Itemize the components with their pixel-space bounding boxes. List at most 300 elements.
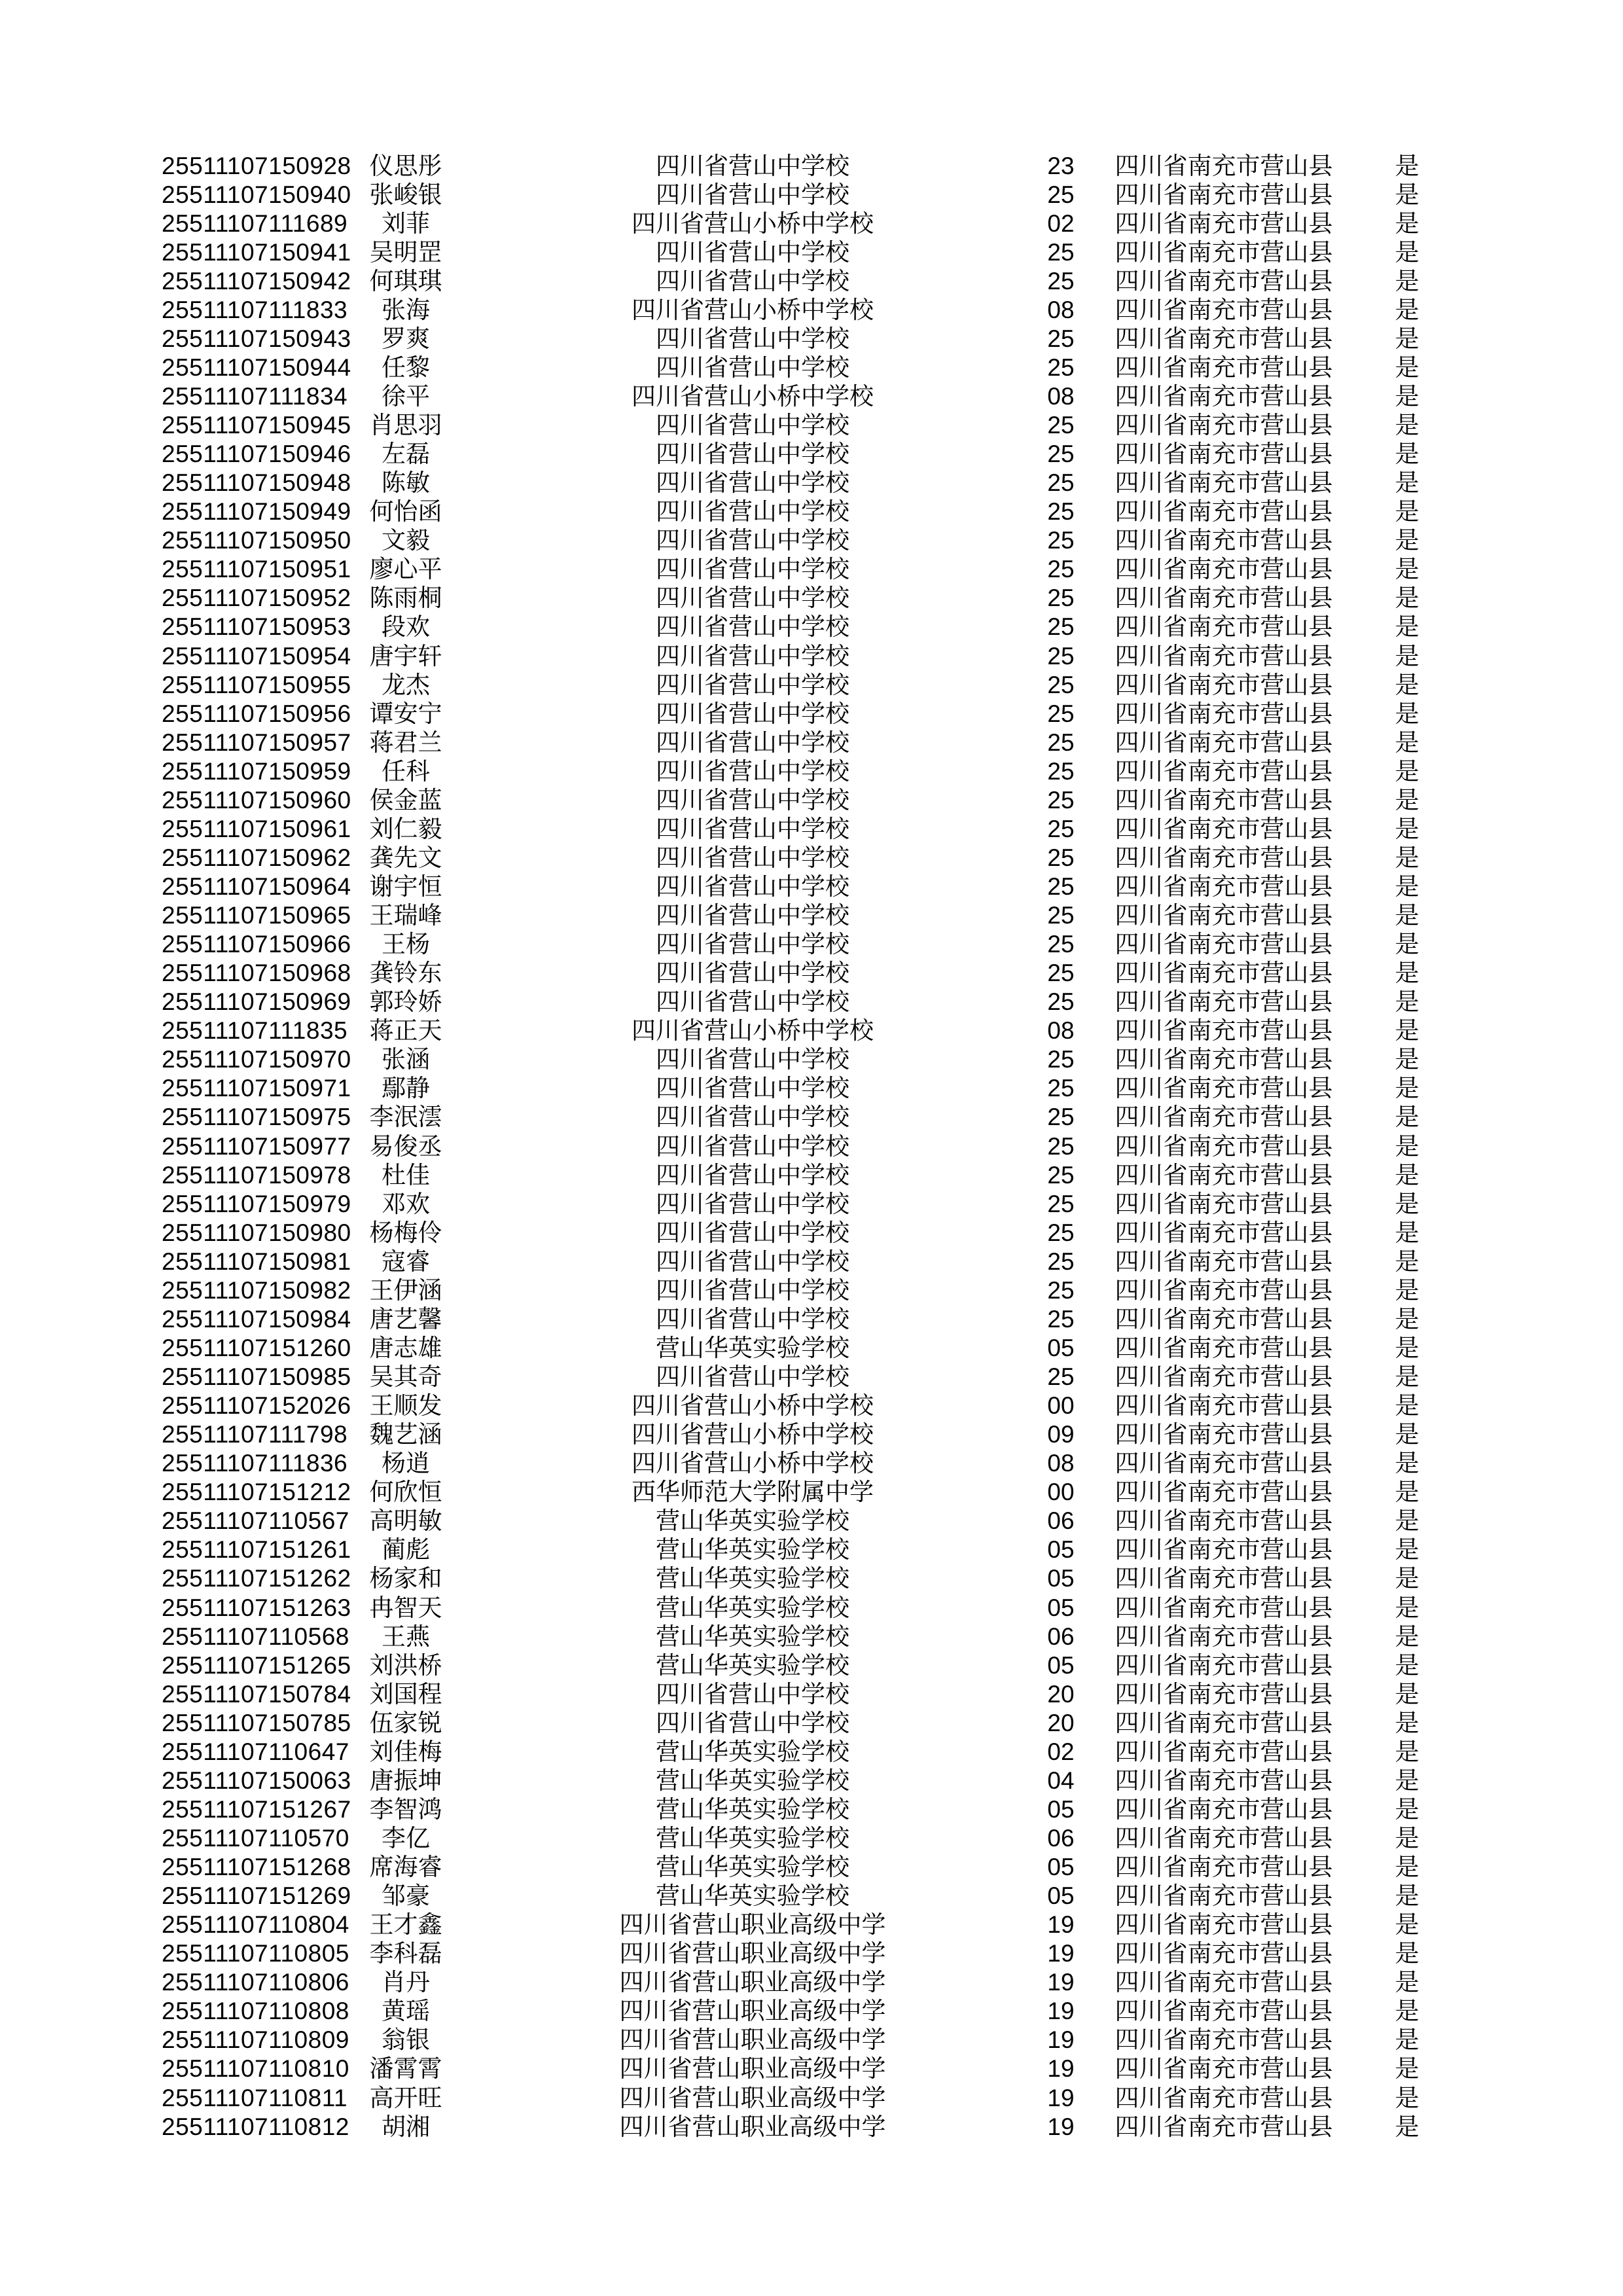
table-row [0, 671, 1623, 700]
confirm-flag-cell: 是 [1395, 267, 1419, 295]
code-cell: 19 [1047, 1911, 1075, 1939]
county-cell: 四川省南充市营山县 [1115, 757, 1333, 785]
code-cell: 25 [1047, 412, 1075, 439]
school-cell: 四川省营山职业高级中学 [619, 1969, 886, 1996]
school-cell: 四川省营山中学校 [656, 1709, 849, 1736]
school-cell: 营山华英实验学校 [656, 1882, 849, 1910]
school-cell: 营山华英实验学校 [656, 1795, 849, 1823]
code-cell: 05 [1047, 1594, 1075, 1621]
code-cell: 08 [1047, 382, 1075, 410]
table-row [0, 1103, 1623, 1132]
confirm-flag-cell: 是 [1395, 440, 1419, 468]
confirm-flag-cell: 是 [1395, 1479, 1419, 1506]
table-row [0, 209, 1623, 238]
school-cell: 四川省营山中学校 [656, 152, 849, 179]
table-row [0, 1824, 1623, 1853]
code-cell: 20 [1047, 1680, 1075, 1708]
code-cell: 00 [1047, 1479, 1075, 1506]
student-name-cell: 杨梅伶 [369, 1219, 442, 1246]
school-cell: 四川省营山小桥中学校 [632, 1421, 874, 1448]
student-id-cell: 25511107150981 [162, 1247, 351, 1275]
county-cell: 四川省南充市营山县 [1115, 1334, 1333, 1361]
table-row [0, 1939, 1623, 1968]
student-id-cell: 25511107150977 [162, 1132, 351, 1160]
table-row [0, 469, 1623, 497]
student-name-cell: 鄢静 [382, 1075, 430, 1102]
student-id-cell: 25511107150962 [162, 844, 351, 871]
school-cell: 四川省营山职业高级中学 [619, 2084, 886, 2111]
school-cell: 西华师范大学附属中学 [632, 1479, 874, 1506]
confirm-flag-cell: 是 [1395, 584, 1419, 612]
table-row [0, 1680, 1623, 1709]
code-cell: 25 [1047, 815, 1075, 842]
student-name-cell: 龙杰 [382, 671, 430, 698]
student-name-cell: 唐宇轩 [369, 642, 442, 670]
student-name-cell: 李亿 [382, 1824, 430, 1852]
student-id-cell: 25511107150959 [162, 757, 351, 785]
code-cell: 25 [1047, 1075, 1075, 1102]
student-id-cell: 25511107150978 [162, 1161, 351, 1189]
student-name-cell: 王伊涵 [369, 1276, 442, 1304]
county-cell: 四川省南充市营山县 [1115, 1276, 1333, 1304]
table-row [0, 901, 1623, 930]
confirm-flag-cell: 是 [1395, 757, 1419, 785]
confirm-flag-cell: 是 [1395, 296, 1419, 323]
county-cell: 四川省南充市营山县 [1115, 1479, 1333, 1506]
code-cell: 05 [1047, 1882, 1075, 1910]
county-cell: 四川省南充市营山县 [1115, 2084, 1333, 2111]
table-row [0, 1132, 1623, 1161]
student-name-cell: 邓欢 [382, 1190, 430, 1217]
student-id-cell: 25511107110805 [162, 1940, 349, 1967]
code-cell: 08 [1047, 1450, 1075, 1477]
confirm-flag-cell: 是 [1395, 1709, 1419, 1736]
school-cell: 四川省营山中学校 [656, 1075, 849, 1102]
table-row [0, 1564, 1623, 1593]
student-name-cell: 高明敏 [369, 1507, 442, 1535]
student-id-cell: 25511107151268 [162, 1854, 351, 1881]
county-cell: 四川省南充市营山县 [1115, 440, 1333, 468]
student-name-cell: 魏艺涵 [369, 1421, 442, 1448]
student-id-cell: 25511107150952 [162, 584, 351, 612]
county-cell: 四川省南充市营山县 [1115, 671, 1333, 698]
code-cell: 19 [1047, 2084, 1075, 2111]
table-row [0, 1247, 1623, 1276]
code-cell: 25 [1047, 1247, 1075, 1275]
confirm-flag-cell: 是 [1395, 1276, 1419, 1304]
school-cell: 营山华英实验学校 [656, 1334, 849, 1361]
student-id-cell: 25511107111833 [162, 296, 348, 323]
student-id-cell: 25511107150063 [162, 1767, 351, 1794]
code-cell: 09 [1047, 1421, 1075, 1448]
code-cell: 19 [1047, 1940, 1075, 1967]
county-cell: 四川省南充市营山县 [1115, 382, 1333, 410]
county-cell: 四川省南充市营山县 [1115, 584, 1333, 612]
confirm-flag-cell: 是 [1395, 209, 1419, 237]
confirm-flag-cell: 是 [1395, 1623, 1419, 1650]
school-cell: 四川省营山小桥中学校 [632, 1392, 874, 1420]
county-cell: 四川省南充市营山县 [1115, 1103, 1333, 1131]
county-cell: 四川省南充市营山县 [1115, 815, 1333, 842]
student-name-cell: 张涵 [382, 1046, 430, 1073]
code-cell: 05 [1047, 1565, 1075, 1592]
county-cell: 四川省南充市营山县 [1115, 296, 1333, 323]
school-cell: 四川省营山职业高级中学 [619, 1911, 886, 1939]
table-row [0, 1219, 1623, 1247]
student-id-cell: 25511107151269 [162, 1882, 351, 1910]
student-name-cell: 左磊 [382, 440, 430, 468]
county-cell: 四川省南充市营山县 [1115, 412, 1333, 439]
school-cell: 四川省营山中学校 [656, 1190, 849, 1217]
confirm-flag-cell: 是 [1395, 988, 1419, 1016]
county-cell: 四川省南充市营山县 [1115, 181, 1333, 208]
table-row [0, 1074, 1623, 1103]
school-cell: 四川省营山中学校 [656, 1046, 849, 1073]
code-cell: 25 [1047, 1219, 1075, 1246]
confirm-flag-cell: 是 [1395, 873, 1419, 900]
table-row [0, 1709, 1623, 1738]
school-cell: 四川省营山中学校 [656, 642, 849, 670]
code-cell: 25 [1047, 844, 1075, 871]
confirm-flag-cell: 是 [1395, 1940, 1419, 1967]
confirm-flag-cell: 是 [1395, 527, 1419, 554]
student-name-cell: 文毅 [382, 527, 430, 554]
student-id-cell: 25511107150960 [162, 786, 351, 814]
table-row [0, 642, 1623, 671]
code-cell: 25 [1047, 988, 1075, 1016]
table-row [0, 1016, 1623, 1045]
table-row [0, 181, 1623, 209]
confirm-flag-cell: 是 [1395, 1565, 1419, 1592]
school-cell: 四川省营山中学校 [656, 1276, 849, 1304]
code-cell: 25 [1047, 1161, 1075, 1189]
school-cell: 营山华英实验学校 [656, 1507, 849, 1535]
student-name-cell: 刘国程 [369, 1680, 442, 1708]
student-id-cell: 25511107150954 [162, 642, 351, 670]
student-id-cell: 25511107110808 [162, 1998, 349, 2025]
code-cell: 25 [1047, 960, 1075, 987]
table-row [0, 152, 1623, 181]
code-cell: 02 [1047, 1738, 1075, 1765]
county-cell: 四川省南充市营山县 [1115, 902, 1333, 929]
table-row [0, 2113, 1623, 2142]
student-name-cell: 唐振坤 [369, 1767, 442, 1794]
code-cell: 25 [1047, 325, 1075, 352]
confirm-flag-cell: 是 [1395, 1161, 1419, 1189]
student-id-cell: 25511107150951 [162, 556, 351, 583]
student-name-cell: 陈雨桐 [369, 584, 442, 612]
confirm-flag-cell: 是 [1395, 1190, 1419, 1217]
code-cell: 19 [1047, 1969, 1075, 1996]
table-row [0, 1651, 1623, 1680]
student-id-cell: 25511107151262 [162, 1565, 351, 1592]
student-id-cell: 25511107150945 [162, 412, 351, 439]
table-row [0, 1305, 1623, 1334]
county-cell: 四川省南充市营山县 [1115, 556, 1333, 583]
table-row [0, 1045, 1623, 1074]
school-cell: 四川省营山中学校 [656, 1219, 849, 1246]
confirm-flag-cell: 是 [1395, 2026, 1419, 2054]
student-name-cell: 王才鑫 [369, 1911, 442, 1939]
table-row [0, 2026, 1623, 2054]
confirm-flag-cell: 是 [1395, 1132, 1419, 1160]
confirm-flag-cell: 是 [1395, 1219, 1419, 1246]
student-name-cell: 龚铃东 [369, 960, 442, 987]
student-id-cell: 25511107150965 [162, 902, 351, 929]
student-name-cell: 吴其奇 [369, 1363, 442, 1391]
student-name-cell: 陈敏 [382, 469, 430, 497]
code-cell: 25 [1047, 873, 1075, 900]
county-cell: 四川省南充市营山县 [1115, 1998, 1333, 2025]
table-row [0, 815, 1623, 844]
code-cell: 08 [1047, 296, 1075, 323]
confirm-flag-cell: 是 [1395, 1247, 1419, 1275]
code-cell: 25 [1047, 1190, 1075, 1217]
school-cell: 四川省营山中学校 [656, 1103, 849, 1131]
county-cell: 四川省南充市营山县 [1115, 988, 1333, 1016]
table-row [0, 1853, 1623, 1882]
student-name-cell: 蔺彪 [382, 1536, 430, 1564]
school-cell: 四川省营山中学校 [656, 1363, 849, 1391]
table-row [0, 267, 1623, 296]
table-row [0, 786, 1623, 815]
student-name-cell: 李科磊 [369, 1940, 442, 1967]
table-row [0, 1535, 1623, 1564]
student-id-cell: 25511107110568 [162, 1623, 349, 1650]
table-row [0, 1997, 1623, 2026]
table-row [0, 613, 1623, 641]
county-cell: 四川省南充市营山县 [1115, 2026, 1333, 2054]
code-cell: 25 [1047, 642, 1075, 670]
student-name-cell: 杜佳 [382, 1161, 430, 1189]
student-name-cell: 冉智天 [369, 1594, 442, 1621]
student-id-cell: 25511107150969 [162, 988, 351, 1016]
county-cell: 四川省南充市营山县 [1115, 1795, 1333, 1823]
school-cell: 四川省营山中学校 [656, 728, 849, 756]
table-row [0, 2084, 1623, 2113]
confirm-flag-cell: 是 [1395, 152, 1419, 179]
student-name-cell: 廖心平 [369, 556, 442, 583]
code-cell: 19 [1047, 2113, 1075, 2140]
school-cell: 营山华英实验学校 [656, 1651, 849, 1679]
county-cell: 四川省南充市营山县 [1115, 873, 1333, 900]
confirm-flag-cell: 是 [1395, 1882, 1419, 1910]
code-cell: 25 [1047, 1363, 1075, 1391]
confirm-flag-cell: 是 [1395, 931, 1419, 958]
confirm-flag-cell: 是 [1395, 1305, 1419, 1333]
student-name-cell: 肖丹 [382, 1969, 430, 1996]
county-cell: 四川省南充市营山县 [1115, 1940, 1333, 1967]
table-row [0, 382, 1623, 411]
confirm-flag-cell: 是 [1395, 1824, 1419, 1852]
student-id-cell: 25511107150975 [162, 1103, 351, 1131]
county-cell: 四川省南充市营山县 [1115, 209, 1333, 237]
school-cell: 四川省营山职业高级中学 [619, 1940, 886, 1967]
code-cell: 00 [1047, 1392, 1075, 1420]
student-name-cell: 肖思羽 [369, 412, 442, 439]
confirm-flag-cell: 是 [1395, 382, 1419, 410]
confirm-flag-cell: 是 [1395, 1363, 1419, 1391]
student-name-cell: 李泯澐 [369, 1103, 442, 1131]
table-row [0, 930, 1623, 959]
student-name-cell: 蒋正天 [369, 1017, 442, 1045]
confirm-flag-cell: 是 [1395, 1738, 1419, 1765]
table-row [0, 1767, 1623, 1795]
school-cell: 营山华英实验学校 [656, 1767, 849, 1794]
confirm-flag-cell: 是 [1395, 671, 1419, 698]
code-cell: 25 [1047, 902, 1075, 929]
student-name-cell: 黄瑶 [382, 1998, 430, 2025]
student-name-cell: 王顺发 [369, 1392, 442, 1420]
confirm-flag-cell: 是 [1395, 700, 1419, 727]
table-row [0, 1623, 1623, 1651]
county-cell: 四川省南充市营山县 [1115, 1507, 1333, 1535]
table-row [0, 1363, 1623, 1391]
student-id-cell: 25511107111798 [162, 1421, 348, 1448]
student-name-cell: 任科 [382, 757, 430, 785]
code-cell: 25 [1047, 584, 1075, 612]
school-cell: 四川省营山中学校 [656, 613, 849, 641]
confirm-flag-cell: 是 [1395, 498, 1419, 526]
county-cell: 四川省南充市营山县 [1115, 1767, 1333, 1794]
student-id-cell: 25511107151265 [162, 1651, 351, 1679]
confirm-flag-cell: 是 [1395, 469, 1419, 497]
code-cell: 25 [1047, 527, 1075, 554]
student-name-cell: 刘洪桥 [369, 1651, 442, 1679]
school-cell: 四川省营山中学校 [656, 844, 849, 871]
student-name-cell: 王瑞峰 [369, 902, 442, 929]
student-id-cell: 25511107150944 [162, 353, 351, 381]
code-cell: 25 [1047, 353, 1075, 381]
county-cell: 四川省南充市营山县 [1115, 2113, 1333, 2140]
student-id-cell: 25511107150979 [162, 1190, 351, 1217]
county-cell: 四川省南充市营山县 [1115, 353, 1333, 381]
student-id-cell: 25511107110647 [162, 1738, 349, 1765]
county-cell: 四川省南充市营山县 [1115, 1680, 1333, 1708]
school-cell: 四川省营山中学校 [656, 815, 849, 842]
school-cell: 四川省营山中学校 [656, 238, 849, 266]
county-cell: 四川省南充市营山县 [1115, 786, 1333, 814]
confirm-flag-cell: 是 [1395, 1046, 1419, 1073]
county-cell: 四川省南充市营山县 [1115, 1421, 1333, 1448]
school-cell: 四川省营山中学校 [656, 1680, 849, 1708]
confirm-flag-cell: 是 [1395, 181, 1419, 208]
student-name-cell: 唐艺馨 [369, 1305, 442, 1333]
school-cell: 四川省营山中学校 [656, 469, 849, 497]
county-cell: 四川省南充市营山县 [1115, 498, 1333, 526]
confirm-flag-cell: 是 [1395, 1507, 1419, 1535]
school-cell: 营山华英实验学校 [656, 1738, 849, 1765]
county-cell: 四川省南充市营山县 [1115, 700, 1333, 727]
student-name-cell: 何琪琪 [369, 267, 442, 295]
school-cell: 四川省营山中学校 [656, 1132, 849, 1160]
county-cell: 四川省南充市营山县 [1115, 1536, 1333, 1564]
table-row [0, 555, 1623, 584]
school-cell: 四川省营山中学校 [656, 527, 849, 554]
student-id-cell: 25511107150949 [162, 498, 351, 526]
county-cell: 四川省南充市营山县 [1115, 1824, 1333, 1852]
county-cell: 四川省南充市营山县 [1115, 1738, 1333, 1765]
student-id-cell: 25511107110806 [162, 1969, 349, 1996]
code-cell: 19 [1047, 2026, 1075, 2054]
school-cell: 四川省营山中学校 [656, 556, 849, 583]
student-name-cell: 任黎 [382, 353, 430, 381]
confirm-flag-cell: 是 [1395, 1651, 1419, 1679]
table-row [0, 728, 1623, 757]
school-cell: 四川省营山职业高级中学 [619, 2113, 886, 2140]
school-cell: 四川省营山中学校 [656, 873, 849, 900]
student-name-cell: 刘佳梅 [369, 1738, 442, 1765]
school-cell: 四川省营山中学校 [656, 902, 849, 929]
confirm-flag-cell: 是 [1395, 1911, 1419, 1939]
student-name-cell: 何怡函 [369, 498, 442, 526]
student-id-cell: 25511107150940 [162, 181, 351, 208]
student-name-cell: 杨家和 [369, 1565, 442, 1592]
student-id-cell: 25511107150942 [162, 267, 351, 295]
student-name-cell: 寇睿 [382, 1247, 430, 1275]
student-id-cell: 25511107150980 [162, 1219, 351, 1246]
student-id-cell: 25511107151267 [162, 1795, 351, 1823]
student-id-cell: 25511107150982 [162, 1276, 351, 1304]
confirm-flag-cell: 是 [1395, 1998, 1419, 2025]
county-cell: 四川省南充市营山县 [1115, 152, 1333, 179]
school-cell: 营山华英实验学校 [656, 1854, 849, 1881]
confirm-flag-cell: 是 [1395, 1854, 1419, 1881]
student-id-cell: 25511107110570 [162, 1824, 349, 1852]
school-cell: 营山华英实验学校 [656, 1565, 849, 1592]
code-cell: 25 [1047, 1276, 1075, 1304]
confirm-flag-cell: 是 [1395, 728, 1419, 756]
student-name-cell: 罗爽 [382, 325, 430, 352]
county-cell: 四川省南充市营山县 [1115, 1132, 1333, 1160]
school-cell: 四川省营山中学校 [656, 267, 849, 295]
school-cell: 四川省营山中学校 [656, 498, 849, 526]
student-name-cell: 王燕 [382, 1623, 430, 1650]
table-row [0, 1391, 1623, 1420]
student-name-cell: 郭玲娇 [369, 988, 442, 1016]
student-id-cell: 25511107151212 [162, 1479, 351, 1506]
school-cell: 四川省营山职业高级中学 [619, 2026, 886, 2054]
code-cell: 02 [1047, 209, 1075, 237]
confirm-flag-cell: 是 [1395, 2055, 1419, 2083]
school-cell: 营山华英实验学校 [656, 1623, 849, 1650]
code-cell: 06 [1047, 1623, 1075, 1650]
school-cell: 营山华英实验学校 [656, 1824, 849, 1852]
county-cell: 四川省南充市营山县 [1115, 527, 1333, 554]
student-name-cell: 潘霄霄 [369, 2055, 442, 2083]
confirm-flag-cell: 是 [1395, 815, 1419, 842]
student-name-cell: 王杨 [382, 931, 430, 958]
code-cell: 25 [1047, 556, 1075, 583]
student-id-cell: 25511107150784 [162, 1680, 351, 1708]
code-cell: 05 [1047, 1651, 1075, 1679]
table-row [0, 1738, 1623, 1767]
table-row [0, 325, 1623, 353]
confirm-flag-cell: 是 [1395, 642, 1419, 670]
table-row [0, 411, 1623, 440]
code-cell: 25 [1047, 440, 1075, 468]
code-cell: 08 [1047, 1017, 1075, 1045]
student-id-cell: 25511107151263 [162, 1594, 351, 1621]
student-name-cell: 胡湘 [382, 2113, 430, 2140]
confirm-flag-cell: 是 [1395, 1969, 1419, 1996]
code-cell: 25 [1047, 1046, 1075, 1073]
table-row [0, 1420, 1623, 1449]
table-row [0, 296, 1623, 325]
school-cell: 四川省营山中学校 [656, 412, 849, 439]
code-cell: 25 [1047, 728, 1075, 756]
student-name-cell: 李智鸿 [369, 1795, 442, 1823]
